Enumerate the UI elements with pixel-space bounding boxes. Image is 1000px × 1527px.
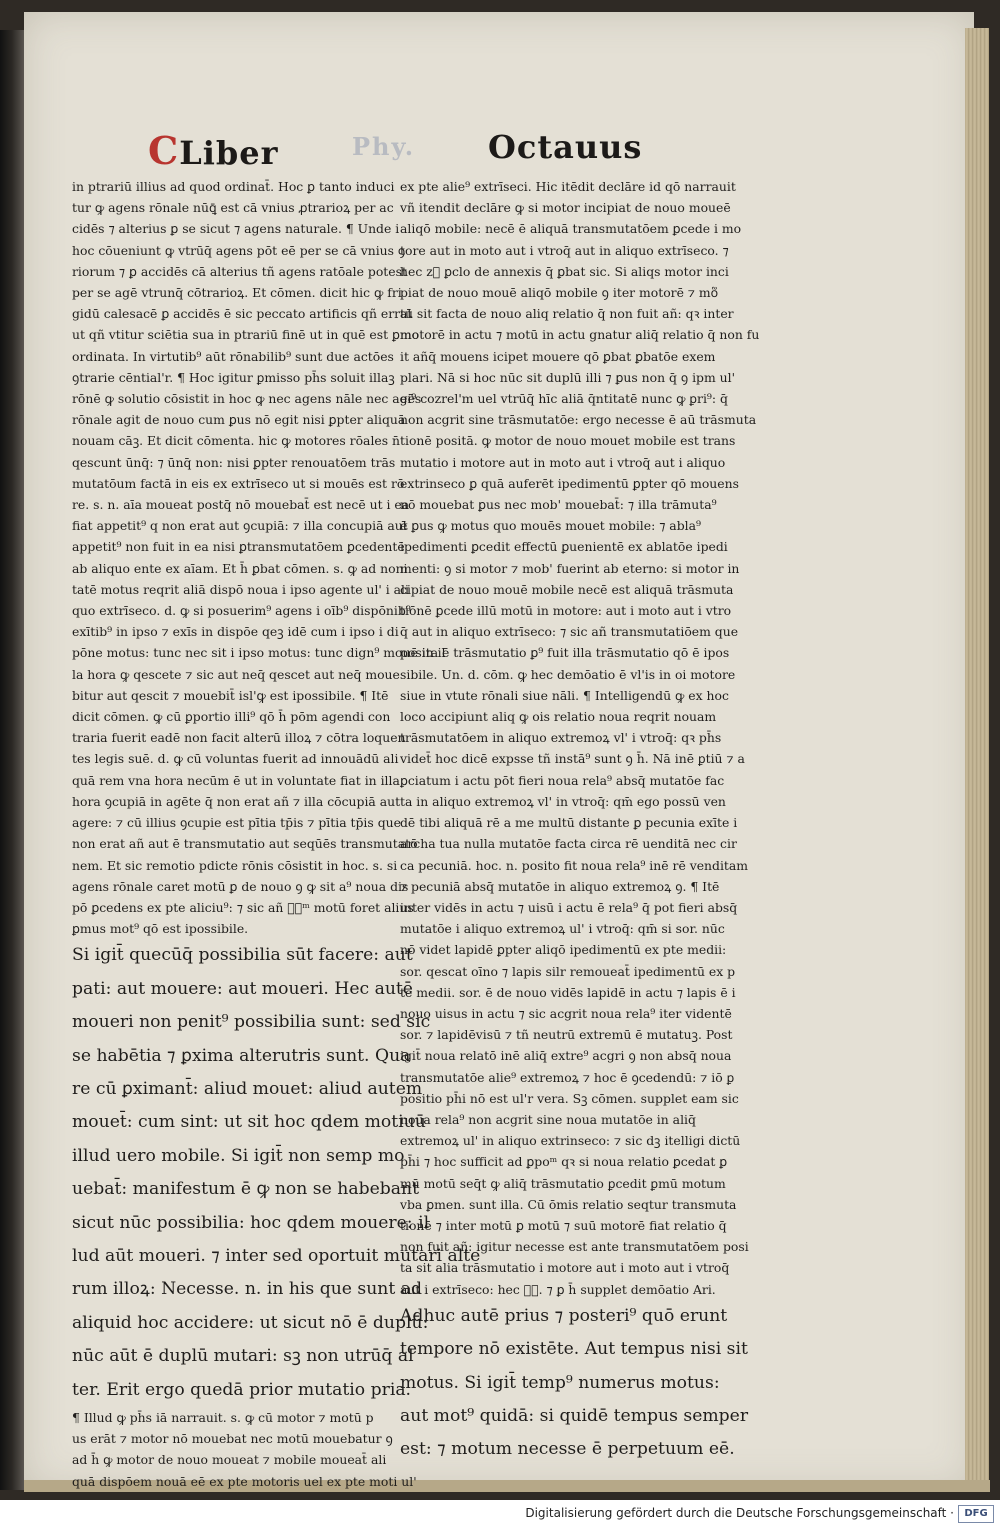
text-line: ē ꝑus ꝙ motus quo mouēs mouet mobile: ⁊ abla⁹ bbox=[400, 518, 701, 534]
text-line: tiōnē ꝑcede illū motū in motore: aut i moto aut i vtro bbox=[400, 603, 732, 619]
text-line: cipiat de nouo mouē mobile necē est aliquā trāsmuta bbox=[400, 581, 734, 597]
text-line: ut qñ vtitur sciētia sua in ptrariū finē ut in quē est ꝑmo bbox=[72, 327, 420, 343]
text-line: mutatio i motore aut in moto aut i vtroq̄ aut i aliquo bbox=[400, 454, 726, 470]
text-line: mutatōum factā in eis ex extrīseco ut si mouēs est rō bbox=[72, 475, 405, 491]
text-line: motorē in actu ⁊ motū in actu gnatur aliq̄ relatio q̄ non fu bbox=[400, 327, 760, 343]
text-line: mouet̄: cum sint: ut sit hoc qdem motiuū bbox=[72, 1112, 426, 1133]
text-line: riorum ⁊ ꝑ accidēs cā alterius tñ agens ratōale potest bbox=[72, 263, 407, 279]
commentary-block bbox=[72, 176, 446, 939]
text-line: illud uero mobile. Si igit̄ non semp mo bbox=[72, 1145, 405, 1166]
text-line: aliqō mobile: necē ē aliquā transmutatōem ꝑcede i mo bbox=[400, 221, 742, 237]
text-line: hoc cōueniunt ꝙ vtrūq̄ agens pōt eē per se cā vnius ꝯ bbox=[72, 242, 406, 258]
text-line: bitur aut qescit ⁊ mouebit̄ isl'ꝙ est ipossibile. ¶ Itē bbox=[72, 687, 389, 703]
commentary-block bbox=[72, 1407, 417, 1492]
text-line: nouo uisus in actu ⁊ sic acgrit noua rela⁹ iter videntē bbox=[400, 1005, 732, 1021]
running-head-left bbox=[148, 128, 279, 173]
text-line: aut i extrīseco: hec ꝑ᷑. ⁊ ꝑ h̄ supplet demōatio Ari. bbox=[400, 1281, 716, 1297]
text-line: ordinata. In virtutib⁹ aūt rōnabilib⁹ sunt due actōes bbox=[72, 348, 394, 364]
text-line: lud aūt moueri. ⁊ inter sed oportuit mutari alte bbox=[72, 1245, 481, 1266]
text-line: vñ itendit declāre ꝙ si motor incipiat de nouo moueē bbox=[400, 200, 731, 216]
text-line: tionē positā. ꝙ motor de nouo mouet mobile est trans bbox=[400, 433, 736, 449]
dfg-logo: DFG bbox=[958, 1505, 994, 1523]
text-line: nouam cāꝫ. Et dicit cōmenta. hic ꝙ motores rōales n̄ bbox=[72, 433, 401, 449]
text-line: hora ꝯcupiā in agēte q̄ non erat añ ⁊ illa cōcupiā aut bbox=[72, 793, 401, 809]
text-line: re. s. n. aīa moueat postq̄ nō mouebat̄ est necē ut i ea bbox=[72, 497, 410, 513]
text-line: ta in aliquo extremoꝝ vl' in vtroq̄: qm̄ ego possū ven bbox=[400, 793, 726, 809]
text-line: exītib⁹ in ipso ⁊ exīs in dispōe qeꝫ idē cum i ipso i di bbox=[72, 624, 399, 640]
footer-bar bbox=[0, 1500, 1000, 1527]
text-line: non fuit añ: igitur necesse est ante transmutatōem posi bbox=[400, 1239, 749, 1255]
text-line: trāsmutatōem in aliquo extremoꝝ vl' i vtroq̄: qꝛ ph̄s bbox=[400, 730, 722, 746]
text-line: ex pte alie⁹ extrīseci. Hic itēdit declāre id qō narrauit bbox=[400, 179, 736, 194]
text-line: sor. ⁊ lapidēvisū ⁊ tñ neutrū extremū ē mutatuꝫ. Post bbox=[400, 1027, 733, 1043]
text-line: hec z᷑ ꝑclo de annexis q̄ ꝑbat sic. Si aliqs motor inci bbox=[400, 263, 729, 279]
text-line: igit̄ noua relatō inē aliq̄ extre⁹ acgri ꝯ non absq̄ noua bbox=[400, 1048, 732, 1064]
text-line: non erat añ aut ē transmutatio aut seqūēs transmutatō bbox=[72, 836, 418, 852]
text-line: moueri non penit⁹ possibilia sunt: sed sic bbox=[72, 1012, 431, 1033]
text-line: posita ē trāsmutatio ꝑ⁹ fuit illa trāsmutatio qō ē ipos bbox=[400, 645, 730, 661]
text-line: ꝑciatum i actu pōt fieri noua rela⁹ absq̄ mutatōe fac bbox=[400, 772, 725, 788]
text-line: vba ꝑmen. sunt illa. Cū ōmis relatio seqtur transmuta bbox=[400, 1196, 737, 1212]
text-line: transmutatōe alie⁹ extremoꝝ ⁊ hoc ē ꝯcedendū: ⁊ iō ꝑ bbox=[400, 1069, 735, 1085]
text-line: tionē ⁊ inter motū ꝑ motū ⁊ suū motorē fiat relatio q̄ bbox=[400, 1217, 727, 1233]
text-line: videt̄ hoc dicē expsse tñ instā⁹ sunt ꝯ h̄. Nā inē ꝑtiū ⁊ a bbox=[400, 751, 745, 767]
text-line: tur ꝙ agens rōnale nūꝗ̄ est cā vnius ꝓtrarioꝝ per ac bbox=[72, 200, 394, 216]
text-line: quo extrīseco. d. ꝙ si posuerim⁹ agens i oīb⁹ dispōnib⁹ bbox=[72, 603, 411, 619]
running-head-left-word: Liber bbox=[179, 134, 279, 172]
text-line: cidēs ⁊ alterius ꝑ se sicut ⁊ agens naturale. ¶ Unde i bbox=[72, 221, 400, 237]
text-line: positio ph̄i nō est ul'r vera. Sꝫ cōmen. supplet eam sic bbox=[400, 1090, 739, 1106]
text-line: ei⁹ cozrel'm uel vtrūq̄ hīc aliā q̄ntitatē nunc ꝙ ꝑri⁹: q̄ bbox=[400, 391, 728, 407]
text-line: gidū calesacē ꝑ accidēs ē sic peccato artificis qñ errat bbox=[72, 306, 413, 322]
text-line: se habētia ⁊ ꝑxima alterutris sunt. Qua bbox=[72, 1045, 411, 1066]
text-line: non acgrit sine trāsmutatōe: ergo necesse ē aū trāsmuta bbox=[400, 412, 757, 428]
text-line: sibile. Un. d. cōm. ꝙ hec demōatio ē vl'is in oi motore bbox=[400, 666, 736, 682]
text-line: traria fuerit eadē non facit alterū illoꝝ ⁊ cōtra loquen bbox=[72, 730, 406, 746]
text-line: ad h̄ ꝙ motor de nouo moueat ⁊ mobile moueat̄ ali bbox=[72, 1452, 387, 1468]
text-line: ca pecuniā. hoc. n. posito fit noua rela⁹ inē rē venditam bbox=[400, 857, 749, 873]
text-line: uebat̄: manifestum ē ꝙ non se habebant bbox=[72, 1179, 419, 1200]
text-line: Si igit̄ quecūq̄ possibilia sūt facere: aut bbox=[72, 945, 413, 966]
text-line: ipedimenti ꝑcedit effectū ꝑuenientē ex ablatōe ipedi bbox=[400, 539, 728, 555]
running-head-right: Octauus bbox=[488, 128, 643, 166]
text-line: tū sit facta de nouo aliq relatio q̄ non fuit añ: qꝛ inter bbox=[400, 306, 734, 322]
text-line: pati: aut mouere: aut moueri. Hec autē bbox=[72, 978, 413, 999]
text-line: tatē motus reqrit aliā dispō noua i ipso agente ul' i ali bbox=[72, 581, 409, 597]
main-text-block bbox=[400, 1300, 772, 1467]
text-line: re cū ꝑximant̄: aliud mouet: aliud autem bbox=[72, 1078, 423, 1099]
text-line: nūc aūt ē duplū mutari: sꝫ non utrūq̄ al bbox=[72, 1346, 414, 1367]
text-line: siue in vtute rōnali siue nāli. ¶ Intelligendū ꝙ ex hoc bbox=[400, 687, 729, 703]
commentary-block bbox=[400, 176, 772, 1300]
text-line: la hora ꝙ qescete ⁊ sic aut neq̄ qescet aut neq̄ moue bbox=[72, 666, 400, 682]
show-through-text: Phy. bbox=[352, 132, 416, 161]
text-line: mutatōe i aliquo extremoꝝ ul' i vtroq̄: qm̄ si sor. nūc bbox=[400, 921, 725, 937]
text-line: tes legis suē. d. ꝙ cū voluntas fuerit ad innouādū ali bbox=[72, 751, 399, 767]
right-text-column bbox=[400, 176, 772, 1467]
text-line: inter vidēs in actu ⁊ uisū i actu ē rela⁹ q̄ pot fieri absq̄ bbox=[400, 899, 738, 915]
text-line: menti: ꝯ si motor ⁊ mob' fuerint ab eterno: si motor in bbox=[400, 560, 740, 576]
text-line: rōnale agit de nouo cum ꝑus nō egit nisi ꝑpter aliquā bbox=[72, 412, 406, 428]
text-line: sicut nūc possibilia: hoc qdem mouere: il bbox=[72, 1212, 430, 1233]
text-line: ꝯtrarie cēntial'r. ¶ Hoc igitur ꝑmisso ph̄s soluit illaꝫ bbox=[72, 369, 395, 385]
text-line: quā dispōem nouā eē ex pte motoris uel ex pte moti ul' bbox=[72, 1473, 417, 1489]
text-line: in ptrariū illius ad quod ordinat̄. Hoc ꝑ tanto induci bbox=[72, 179, 395, 194]
text-line: aliquid hoc accidere: ut sicut nō ē duplū: bbox=[72, 1312, 429, 1333]
text-line: ab aliquo ente ex aīam. Et h̄ ꝑbat cōmen. s. ꝙ ad noni bbox=[72, 560, 408, 576]
text-line: dē tibi aliquā rē a me multū distante ꝑ pecunia exīte i bbox=[400, 815, 738, 831]
text-line: ter. Erit ergo quedā prior mutatio pria. bbox=[72, 1379, 412, 1400]
text-line: ta sit alia trāsmutatio i motore aut i moto aut i vtroq̄ bbox=[400, 1260, 730, 1276]
text-line: per se agē vtrunq̄ cōtrarioꝝ. Et cōmen. dicit hic ꝙ fri bbox=[72, 285, 402, 301]
text-line: qescunt ūnq̄: ⁊ ūnq̄ non: nisi ꝑpter renouatōem trās bbox=[72, 454, 396, 470]
text-line: rum illoꝝ: Necesse. n. in his que sunt ad bbox=[72, 1279, 422, 1300]
text-line: nem. Et sic remotio pdicte rōnis cōsistit in hoc. s. si bbox=[72, 857, 398, 873]
text-line: loco accipiunt aliq ꝙ ois relatio noua reqrit nouam bbox=[400, 709, 717, 725]
text-line: tore aut in moto aut i vtroq̄ aut in aliquo extrīseco. ⁊ bbox=[400, 242, 729, 258]
page-stack-edge bbox=[965, 28, 989, 1486]
text-line: q̄ aut in aliquo extrīseco: ⁊ sic añ transmutatiōem que bbox=[400, 624, 739, 640]
text-line: extremoꝝ ul' in aliquo extrinseco: ⁊ sic dꝫ itelligi dictū bbox=[400, 1133, 741, 1149]
text-line: dicit cōmen. ꝙ cū ꝑportio illi⁹ qō h̄ pōm agendi con bbox=[72, 709, 391, 725]
text-line: Adhuc autē prius ⁊ posteri⁹ quō erunt bbox=[400, 1305, 728, 1326]
text-line: extrinseco ꝑ quā auferēt ipedimentū ꝑpter qō mouens bbox=[400, 475, 739, 491]
text-line: aut mot⁹ quidā: si quidē tempus semper bbox=[400, 1405, 749, 1426]
text-line: agere: ⁊ cū illius ꝯcupie est pītia tp̄is ⁊ pītia tp̄is que bbox=[72, 815, 401, 831]
text-line: appetit⁹ non fuit in ea nisi ꝑtransmutatōem ꝑcedentē bbox=[72, 539, 405, 555]
text-line: est: ⁊ motum necesse ē perpetuum eē. bbox=[400, 1439, 735, 1460]
rubric-initial: C bbox=[148, 128, 180, 173]
text-line: tempore nō existēte. Aut tempus nisi sit bbox=[400, 1339, 748, 1360]
text-line: piat de nouo mouē aliqō mobile ꝯ iter motorē ⁊ mo᷑ bbox=[400, 285, 719, 301]
text-line: ¶ Illud ꝙ ph̄s iā narrauit. s. ꝙ cū motor ⁊ motū p bbox=[72, 1410, 374, 1425]
text-line: pōne motus: tunc nec sit i ipso motus: tunc dign⁹ mouē in il bbox=[72, 645, 446, 661]
text-line: ph̄i ⁊ hoc sufficit ad ꝑpoᵐ qꝛ si noua relatio ꝑcedat ꝑ bbox=[400, 1154, 728, 1170]
text-line: us erāt ⁊ motor nō mouebat nec motū mouebatur ꝯ bbox=[72, 1431, 393, 1447]
text-line: noua rela⁹ non acgrit sine noua mutatōe in aliq̄ bbox=[400, 1111, 696, 1127]
text-line: fiat appetit⁹ q non erat aut ꝯcupiā: ⁊ illa concupiā aut bbox=[72, 518, 408, 534]
text-line: nō videt lapidē ꝑpter aliqō ipedimentū ex pte medii: bbox=[400, 942, 727, 958]
text-line: pō ꝑcedens ex pte aliciu⁹: ⁊ sic añ ꝑ᷑ᵐ motū foret alius bbox=[72, 899, 414, 915]
main-text-block bbox=[72, 939, 481, 1407]
text-line: it añq̄ mouens icipet mouere qō ꝑbat ꝑbatōe exem bbox=[400, 348, 716, 364]
text-line: te medii. sor. ē de nouo vidēs lapidē in actu ⁊ lapis ē i bbox=[400, 984, 736, 1000]
text-line: plari. Nā si hoc nūc sit duplū illi ⁊ ꝑus non q̄ ꝯ ipm ul' bbox=[400, 369, 735, 385]
text-line: quā rem vna hora necūm ē ut in voluntate fiat in illa bbox=[72, 772, 400, 788]
text-line: sor. qescat oīno ⁊ lapis silr remoueat̄ ipedimentū ex p bbox=[400, 963, 736, 979]
text-line: motus. Si igit̄ temp⁹ numerus motus: bbox=[400, 1372, 720, 1393]
funding-notice: Digitalisierung gefördert durch die Deutsche Forschungsgemeinschaft · bbox=[525, 1506, 954, 1520]
text-line: ꝑmus mot⁹ qō est ipossibile. bbox=[72, 921, 249, 937]
text-line: agens rōnale caret motū ꝑ de nouo ꝯ ꝙ sit a⁹ noua dis bbox=[72, 878, 409, 894]
text-line: mū motū seq̄t ꝙ aliq̄ trāsmutatio ꝑcedit ꝑmū motum bbox=[400, 1175, 726, 1191]
text-line: rōnē ꝙ solutio cōsistit in hoc ꝙ nec agens nāle nec agēs bbox=[72, 391, 422, 407]
text-line: ⁊ pecuniā absq̄ mutatōe in aliquo extremoꝝ ꝯ. ¶ Itē bbox=[400, 878, 720, 894]
text-line: archa tua nulla mutatōe facta circa rē uenditā nec cir bbox=[400, 836, 737, 852]
left-text-column bbox=[72, 176, 481, 1492]
text-line: nō mouebat ꝑus nec mob' mouebat̄: ⁊ illa trāmuta⁹ bbox=[400, 497, 717, 513]
